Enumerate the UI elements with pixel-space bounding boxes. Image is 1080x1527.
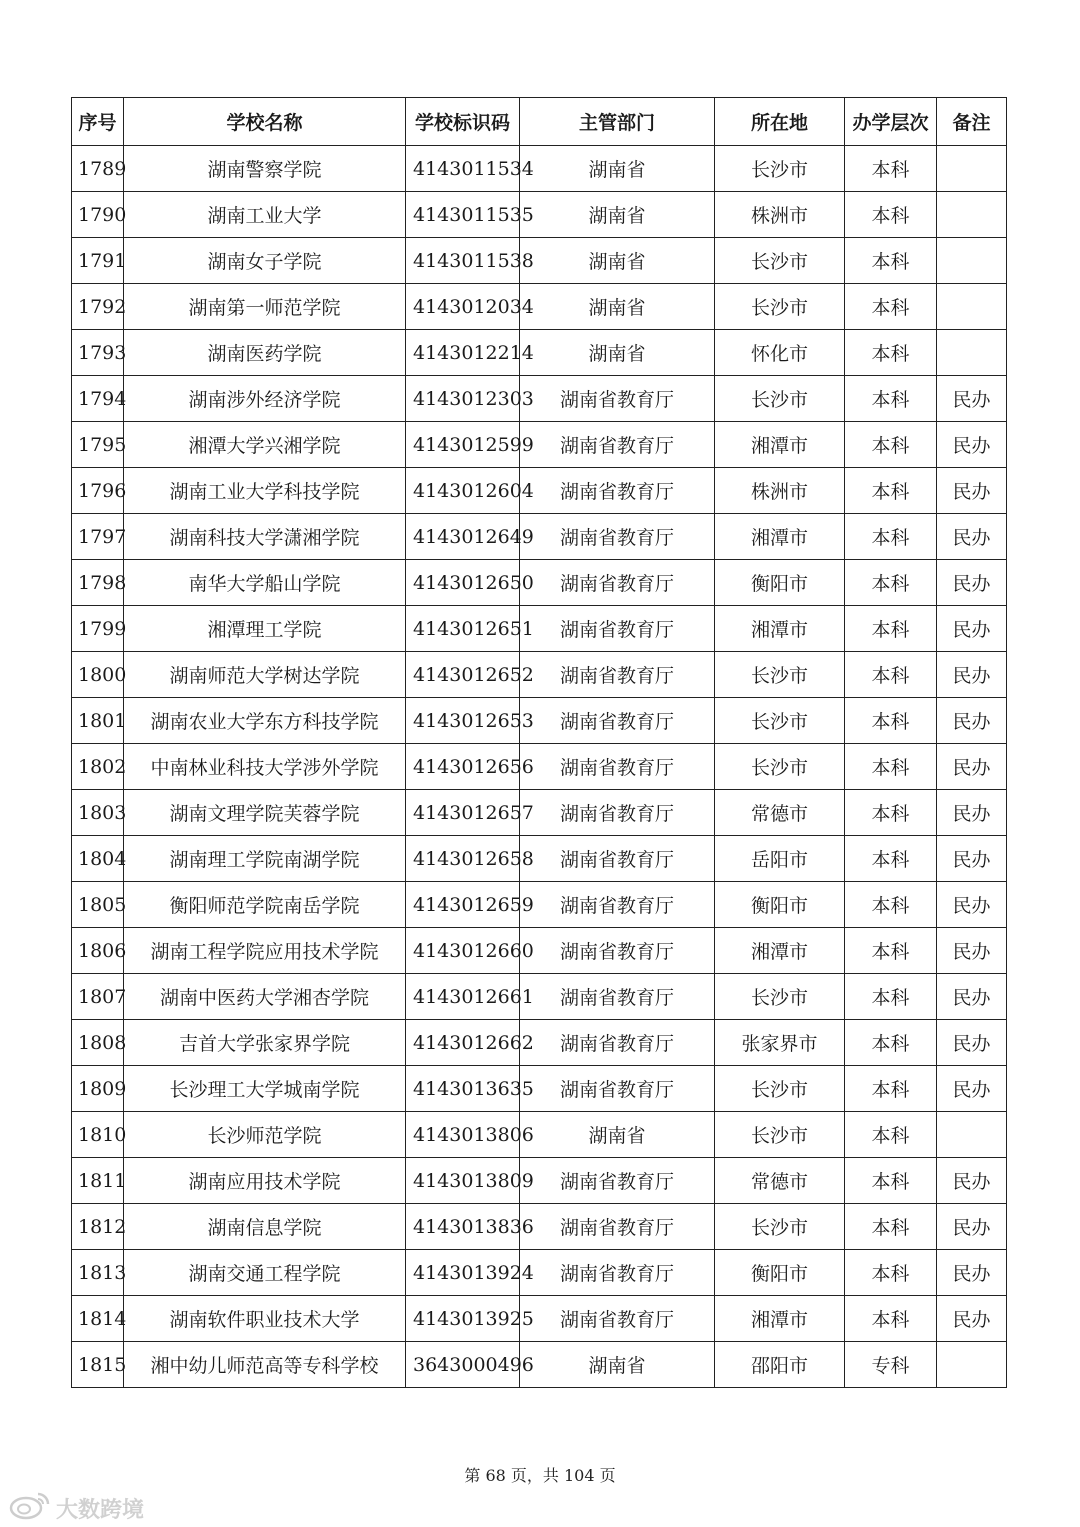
location: 怀化市 [715,330,845,376]
remarks: 民办 [937,790,1007,836]
remarks: 民办 [937,560,1007,606]
school-code: 4143012659 [406,882,520,928]
level: 本科 [845,422,937,468]
location: 岳阳市 [715,836,845,882]
location: 衡阳市 [715,882,845,928]
school-code: 4143012599 [406,422,520,468]
department: 湖南省 [520,1112,715,1158]
row-index: 1798 [72,560,124,606]
remarks: 民办 [937,376,1007,422]
school-name: 湖南交通工程学院 [124,1250,406,1296]
department: 湖南省教育厅 [520,606,715,652]
remarks: 民办 [937,1204,1007,1250]
school-name: 湘潭大学兴湘学院 [124,422,406,468]
row-index: 1810 [72,1112,124,1158]
school-code: 4143011534 [406,146,520,192]
location: 长沙市 [715,146,845,192]
school-name: 湖南软件职业技术大学 [124,1296,406,1342]
row-index: 1791 [72,238,124,284]
table-row [72,422,1007,468]
row-index: 1801 [72,698,124,744]
school-code: 4143013806 [406,1112,520,1158]
level: 本科 [845,238,937,284]
level: 本科 [845,376,937,422]
department: 湖南省教育厅 [520,514,715,560]
department: 湖南省教育厅 [520,1296,715,1342]
department: 湖南省教育厅 [520,652,715,698]
remarks: 民办 [937,422,1007,468]
table-row [72,514,1007,560]
school-code: 4143012653 [406,698,520,744]
school-code: 4143013635 [406,1066,520,1112]
location: 长沙市 [715,284,845,330]
table-row [72,1112,1007,1158]
department: 湖南省教育厅 [520,1066,715,1112]
table-row [72,1204,1007,1250]
location: 衡阳市 [715,1250,845,1296]
level: 本科 [845,1112,937,1158]
location: 常德市 [715,1158,845,1204]
level: 本科 [845,928,937,974]
school-code: 4143012652 [406,652,520,698]
school-name: 湖南第一师范学院 [124,284,406,330]
school-code: 4143012034 [406,284,520,330]
school-name: 湖南涉外经济学院 [124,376,406,422]
table-row [72,330,1007,376]
remarks: 民办 [937,974,1007,1020]
department: 湖南省 [520,284,715,330]
table-row [72,192,1007,238]
school-name: 湖南警察学院 [124,146,406,192]
remarks [937,1342,1007,1388]
department: 湖南省教育厅 [520,744,715,790]
school-name: 中南林业科技大学涉外学院 [124,744,406,790]
school-code: 4143012662 [406,1020,520,1066]
school-name: 湘潭理工学院 [124,606,406,652]
header-level: 办学层次 [845,98,937,146]
school-code: 4143013924 [406,1250,520,1296]
remarks: 民办 [937,698,1007,744]
school-code: 4143013809 [406,1158,520,1204]
department: 湖南省教育厅 [520,422,715,468]
table-row [72,146,1007,192]
school-code: 4143012658 [406,836,520,882]
school-code: 4143012660 [406,928,520,974]
table-row [72,1250,1007,1296]
row-index: 1813 [72,1250,124,1296]
header-school-name: 学校名称 [124,98,406,146]
department: 湖南省教育厅 [520,468,715,514]
table-row [72,468,1007,514]
level: 本科 [845,330,937,376]
row-index: 1795 [72,422,124,468]
remarks: 民办 [937,744,1007,790]
school-name: 湖南中医药大学湘杏学院 [124,974,406,1020]
location: 长沙市 [715,1204,845,1250]
table-row [72,1020,1007,1066]
remarks [937,284,1007,330]
table-row [72,652,1007,698]
department: 湖南省教育厅 [520,1204,715,1250]
table-row [72,974,1007,1020]
school-code: 4143011538 [406,238,520,284]
location: 长沙市 [715,238,845,284]
location: 长沙市 [715,652,845,698]
level: 本科 [845,146,937,192]
location: 长沙市 [715,1112,845,1158]
school-name: 湖南工业大学 [124,192,406,238]
header-department: 主管部门 [520,98,715,146]
location: 湘潭市 [715,606,845,652]
level: 本科 [845,1020,937,1066]
school-name: 南华大学船山学院 [124,560,406,606]
school-name: 长沙师范学院 [124,1112,406,1158]
school-code: 4143012303 [406,376,520,422]
department: 湖南省教育厅 [520,376,715,422]
level: 本科 [845,1204,937,1250]
school-name: 湖南文理学院芙蓉学院 [124,790,406,836]
department: 湖南省教育厅 [520,1250,715,1296]
row-index: 1799 [72,606,124,652]
level: 本科 [845,284,937,330]
level: 本科 [845,514,937,560]
remarks: 民办 [937,1158,1007,1204]
table-row [72,560,1007,606]
row-index: 1796 [72,468,124,514]
remarks: 民办 [937,882,1007,928]
header-remarks: 备注 [937,98,1007,146]
remarks: 民办 [937,514,1007,560]
level: 本科 [845,468,937,514]
location: 长沙市 [715,698,845,744]
table-row [72,238,1007,284]
row-index: 1792 [72,284,124,330]
level: 本科 [845,744,937,790]
location: 湘潭市 [715,514,845,560]
department: 湖南省 [520,238,715,284]
row-index: 1803 [72,790,124,836]
level: 本科 [845,606,937,652]
level: 本科 [845,1296,937,1342]
remarks: 民办 [937,928,1007,974]
location: 长沙市 [715,376,845,422]
table-row [72,882,1007,928]
remarks [937,330,1007,376]
remarks: 民办 [937,836,1007,882]
location: 长沙市 [715,974,845,1020]
weibo-logo-icon [8,1490,52,1526]
row-index: 1809 [72,1066,124,1112]
school-name: 湖南师范大学树达学院 [124,652,406,698]
row-index: 1802 [72,744,124,790]
school-code: 4143012649 [406,514,520,560]
department: 湖南省 [520,192,715,238]
row-index: 1794 [72,376,124,422]
row-index: 1812 [72,1204,124,1250]
watermark-text: 大数跨境 [56,1497,145,1523]
school-code: 4143012650 [406,560,520,606]
school-name: 湖南女子学院 [124,238,406,284]
table-row [72,790,1007,836]
department: 湖南省 [520,330,715,376]
remarks: 民办 [937,606,1007,652]
school-name: 衡阳师范学院南岳学院 [124,882,406,928]
school-name: 湖南工业大学科技学院 [124,468,406,514]
department: 湖南省 [520,1342,715,1388]
level: 本科 [845,192,937,238]
table-row [72,744,1007,790]
schools-table [71,97,1007,1388]
row-index: 1814 [72,1296,124,1342]
level: 本科 [845,1250,937,1296]
table-row [72,836,1007,882]
location: 张家界市 [715,1020,845,1066]
row-index: 1800 [72,652,124,698]
department: 湖南省教育厅 [520,974,715,1020]
row-index: 1805 [72,882,124,928]
location: 湘潭市 [715,928,845,974]
remarks: 民办 [937,1066,1007,1112]
school-code: 4143012656 [406,744,520,790]
school-name: 湖南信息学院 [124,1204,406,1250]
school-code: 4143011535 [406,192,520,238]
header-school-code: 学校标识码 [406,98,520,146]
row-index: 1808 [72,1020,124,1066]
level: 本科 [845,974,937,1020]
header-location: 所在地 [715,98,845,146]
school-code: 4143013836 [406,1204,520,1250]
level: 本科 [845,1066,937,1112]
school-name: 湖南应用技术学院 [124,1158,406,1204]
level: 本科 [845,652,937,698]
department: 湖南省教育厅 [520,790,715,836]
level: 本科 [845,836,937,882]
location: 湘潭市 [715,422,845,468]
page-footer: 第 68 页，共 104 页 [464,1466,616,1485]
level: 本科 [845,560,937,606]
school-name: 湖南工程学院应用技术学院 [124,928,406,974]
school-name: 湖南医药学院 [124,330,406,376]
department: 湖南省 [520,146,715,192]
department: 湖南省教育厅 [520,928,715,974]
row-index: 1807 [72,974,124,1020]
watermark [8,1490,144,1526]
school-code: 4143012661 [406,974,520,1020]
row-index: 1804 [72,836,124,882]
department: 湖南省教育厅 [520,1158,715,1204]
department: 湖南省教育厅 [520,882,715,928]
school-code: 3643000496 [406,1342,520,1388]
remarks: 民办 [937,1250,1007,1296]
row-index: 1811 [72,1158,124,1204]
row-index: 1790 [72,192,124,238]
department: 湖南省教育厅 [520,698,715,744]
remarks: 民办 [937,1020,1007,1066]
department: 湖南省教育厅 [520,836,715,882]
table-body [72,146,1007,1388]
school-name: 湘中幼儿师范高等专科学校 [124,1342,406,1388]
table-row [72,698,1007,744]
table-row [72,1296,1007,1342]
row-index: 1789 [72,146,124,192]
remarks: 民办 [937,468,1007,514]
table-row [72,284,1007,330]
school-name: 吉首大学张家界学院 [124,1020,406,1066]
row-index: 1815 [72,1342,124,1388]
department: 湖南省教育厅 [520,560,715,606]
location: 邵阳市 [715,1342,845,1388]
location: 常德市 [715,790,845,836]
department: 湖南省教育厅 [520,1020,715,1066]
location: 长沙市 [715,1066,845,1112]
school-code: 4143012651 [406,606,520,652]
level: 专科 [845,1342,937,1388]
table-header-row [72,98,1007,146]
table-row [72,1342,1007,1388]
row-index: 1797 [72,514,124,560]
level: 本科 [845,698,937,744]
remarks: 民办 [937,652,1007,698]
school-name: 湖南农业大学东方科技学院 [124,698,406,744]
row-index: 1806 [72,928,124,974]
location: 湘潭市 [715,1296,845,1342]
location: 株洲市 [715,192,845,238]
table-row [72,1158,1007,1204]
table-row [72,376,1007,422]
school-name: 长沙理工大学城南学院 [124,1066,406,1112]
remarks [937,146,1007,192]
level: 本科 [845,882,937,928]
remarks [937,1112,1007,1158]
table-row [72,928,1007,974]
remarks: 民办 [937,1296,1007,1342]
header-index: 序号 [72,98,124,146]
school-name: 湖南科技大学潇湘学院 [124,514,406,560]
row-index: 1793 [72,330,124,376]
school-code: 4143012214 [406,330,520,376]
location: 长沙市 [715,744,845,790]
school-code: 4143013925 [406,1296,520,1342]
remarks [937,192,1007,238]
school-name: 湖南理工学院南湖学院 [124,836,406,882]
school-code: 4143012604 [406,468,520,514]
table-row [72,606,1007,652]
table-row [72,1066,1007,1112]
location: 衡阳市 [715,560,845,606]
remarks [937,238,1007,284]
level: 本科 [845,1158,937,1204]
level: 本科 [845,790,937,836]
location: 株洲市 [715,468,845,514]
school-code: 4143012657 [406,790,520,836]
